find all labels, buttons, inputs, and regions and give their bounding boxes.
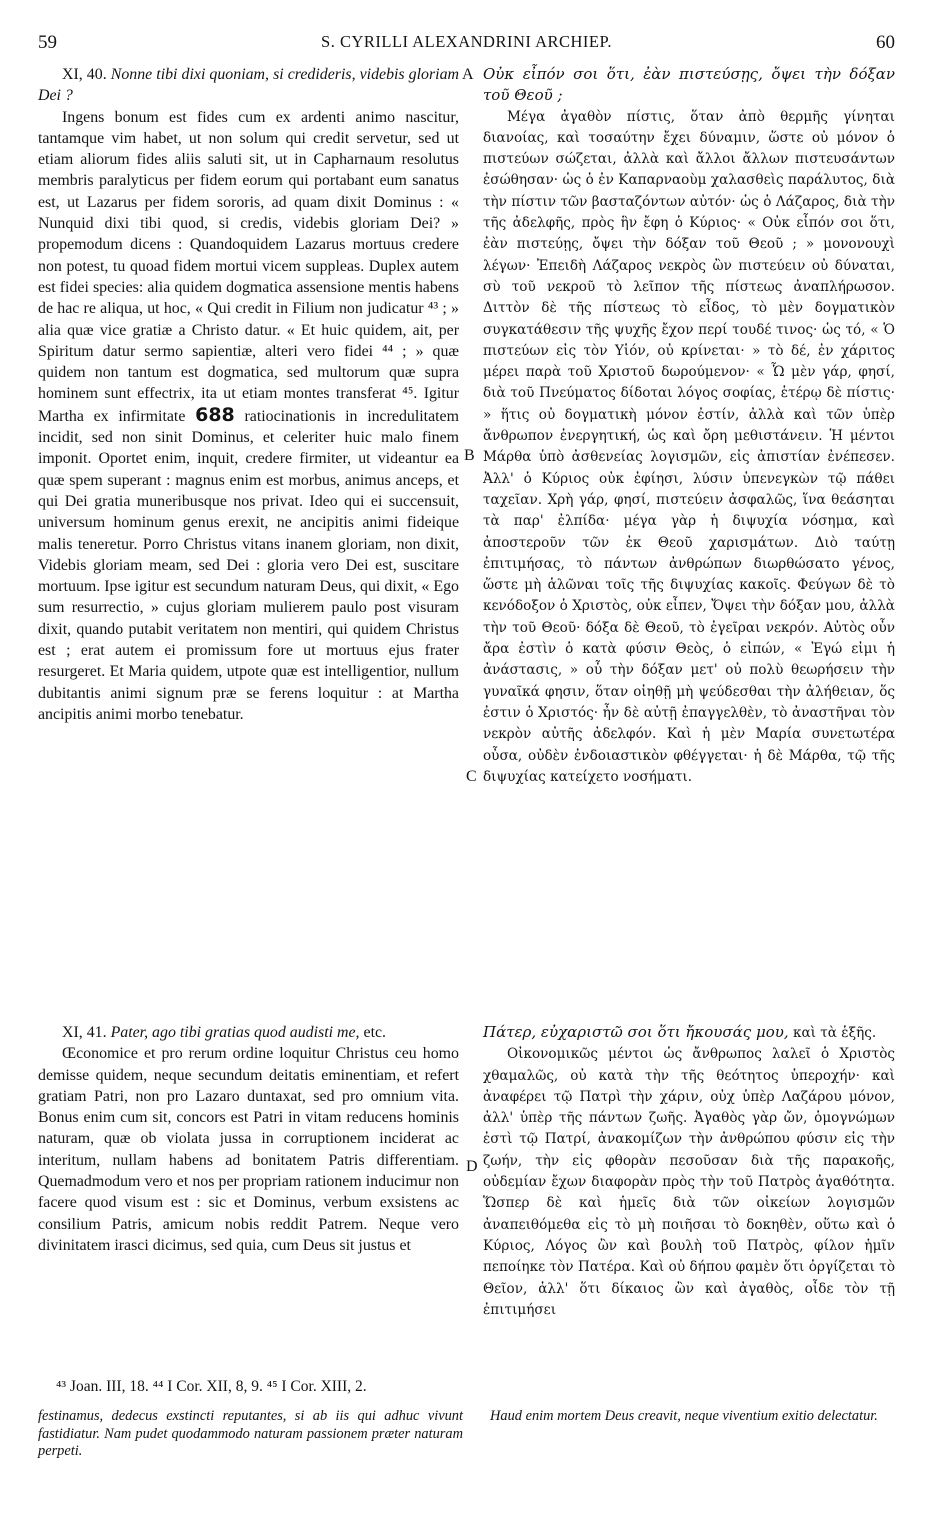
latin-lemma-xi-41: XI, 41. Pater, ago tibi gratias quod audisti me, etc. [62,1024,387,1041]
greek-column [483,64,895,788]
margin-marker-a: A [462,66,474,83]
latin-paragraph-1: Ingens bonum est fides cum ex ardenti animo nascitur, tantamque vim habet, ut non solum qui credit servetur, sed ut etiam aliorum fides aliis saluti sit, ut in Capharnaum resolutus membris paralyticus per fidem eorum qui portabant eum sanatus est, ut Lazarus per fidem sororis, ad quam dixit Dominus : « Nunquid dixi tibi quod, si credis, videbis gloriam Dei? » propemodum dicens : Quandoquidem Lazarus mortuus credere non potest, tu quoad fidem mortui vicem suppleas. Duplex autem est fidei species: alia quidem dogmatica assensione mentis habens de hac re aliqua, ut hoc, « Qui credit in Filium non judicatur ⁴³ ; » alia quæ vice gratiæ a Christo datur. « Et huic quidem, ait, per Spiritum datur sermo sapientiæ, alteri vero fidei ⁴⁴ ; » quæ quidem non tantum est dogmatica, sed multorum quæ supra hominem sunt effectrix, ita ut etiam montes transferat ⁴⁵. Igitur Martha ex infirmitate 688 ratiocinationis in incredulitatem incidit, sed non sinit Dominus, et celeriter huic malo finem imponit. Oportet enim, inquit, credere firmiter, ut videantur ea quæ spem superant : magnus enim est morbus, animus anceps, et qui Dei gratia muneribusque nos privat. Ideo qui ei succensuit, universum hominum genus erexit, ne ancipitis animi fideique malis teneretur. Porro Christus vitans inanem gloriam, non dixit, Videbis gloriam meam, sed Dei : gloria vero Dei est, suscitare mortuum. Ipse igitur est secundum naturam Deus, qui dixit, « Ego sum resurrectio, » cujus gloriam mulierem paulo post visuram dixit, quando putabit veritatem non mentiri, qui quidem Christus est ; erat autem ei promissum fore ut mortuus ejus frater resurgeret. Et Maria quidem, utpote quæ est intelligentior, nullum dubitantis animi signum præ se ferens loquitur : at Martha ancipitis animi morbo tenebatur. [38,108,459,723]
latin-column [38,64,459,725]
greek-paragraph-1: Μέγα ἀγαθὸν πίστις, ὅταν ἀπὸ θερμῆς γίνηται διανοίας, καὶ τοσαύτην ἔχει δύναμιν, ὥστε οὐ μόνον ὁ πιστεύων σώζεται, ἀλλὰ καὶ ἄλλοι ἄλλων πιστευσάντων ἐσώθησαν· ὡς ὁ ἐν Καπαρναοὺμ χαλασθεὶς παράλυτος, διὰ τὴν πίστιν τῶν βασταζόντων αὐτόν· ὡς ὁ Λάζαρος, διὰ τὴν τῆς ἀδελφῆς, πρὸς ἣν ἔφη ὁ Κύριος· « Οὐκ εἶπόν σοι ὅτι, ἐὰν πιστεύῃς, ὄψει τὴν δόξαν τοῦ Θεοῦ ; » μονονουχὶ λέγων· Ἐπειδὴ Λάζαρος νεκρὸς ὢν πιστεύειν οὐ δύναται, σὺ τοῦ νεκροῦ τὸ λεῖπον τῆς πίστεως ἀναπλήρωσον. Διττὸν δὲ τῆς πίστεως τὸ εἶδος, τὸ μὲν δογματικὸν συγκατάθεσιν τῆς ψυχῆς ἔχον περί τουδέ τινος· ὡς τό, « Ὁ πιστεύων εἰς τὸν Υἱόν, οὐ κρίνεται· » τὸ δέ, ἐν χάριτος μέρει παρὰ τοῦ Χριστοῦ δωρούμενον· « Ὧ μὲν γάρ, φησί, διὰ τοῦ Πνεύματος δίδοται λόγος σοφίας, ἑτέρῳ δὲ πίστις· » ἥτις οὐ δογματικὴ μόνον ἐστίν, ἀλλὰ καὶ τῶν ὑπὲρ ἄνθρωπον ἐνεργητική, ὡς καὶ ὄρη μεθιστάνειν. Ἡ μέντοι Μάρθα ὑπὸ ἀσθενείας λογισμῶν, εἰς ἀπιστίαν ἐνέπεσεν. Ἀλλ' ὁ Κύριος οὐκ ἐφίησι, λύσιν ὑπενεγκὼν τῷ πάθει ταχεῖαν. Χρὴ γάρ, φησί, πιστεύειν ἀσφαλῶς, ἵνα θεάσηται τὰ παρ' ἐλπίδα· μέγα γὰρ ἡ διψυχία νόσημα, καὶ ἀποστεροῦν τῶν ἐκ Θεοῦ χαρισμάτων. Διὸ ταύτῃ ἐπιτιμήσας, τὸ πάντων ἀνθρώπων διωρθώσατο γένος, ὥστε μὴ ἁλῶναι τοῖς τῆς διψυχίας κακοῖς. Φεύγων δὲ τὸ κενόδοξον ὁ Χριστὸς, οὐκ εἶπεν, Ὄψει τὴν δόξαν μου, ἀλλὰ τὴν τοῦ Θεοῦ· δόξα δὲ Θεοῦ, τὸ ἐγεῖραι νεκρόν. Αὐτὸς οὖν ἄρα ἐστὶν ὁ κατὰ φύσιν Θεὸς, ὁ εἰπών, « Ἐγώ εἰμι ἡ ἀνάστασις, » οὗ τὴν δόξαν μετ' οὐ πολὺ θεωρήσειν τὴν γυναῖκά φησιν, ὅταν οἰηθῇ μὴ ψεύδεσθαι τὴν ἀλήθειαν, ὅς ἐστιν ὁ Χριστός· ἦν δὲ αὐτῇ ἐπαγγελθὲν, τὸ ἀναστῆναι τὸν νεκρὸν αὐτῆς ἀδελφόν. Καὶ ἡ μὲν Μαρία συνετωτέρα οὖσα, οὐδὲν ἐνδοιαστικὸν φθέγγεται· ἡ δὲ Μάρθα, τῷ τῆς διψυχίας κατείχετο νοσήματι. [483,108,895,785]
greek-lemma-xi-41: Πάτερ, εὐχαριστῶ σοι ὅτι ἤκουσάς μου, καὶ τὰ ἑξῆς. [483,1023,877,1041]
latin-lemma-xi-40: XI, 40. Nonne tibi dixi quoniam, si credideris, videbis gloriam Dei ? [38,66,459,105]
page-number-left: 59 [38,32,57,53]
margin-marker-c: C [466,768,477,785]
running-title: S. CYRILLI ALEXANDRINI ARCHIEP. [321,32,612,51]
page-number-right: 60 [876,32,895,53]
margin-marker-b: B [464,447,475,464]
continuation-fragment-left: festinamus, dedecus exstincti reputantes, si ab iis qui adhuc vivunt fastidiatur. Nam pudet quodammodo naturam passionem præter naturam perpeti. [38,1408,463,1459]
greek-paragraph-2: Οἰκονομικῶς μέντοι ὡς ἄνθρωπος λαλεῖ ὁ Χριστὸς χθαμαλῶς, οὐ κατὰ τὴν τῆς θεότητος ὑπεροχήν· καὶ ἀναφέρει τῷ Πατρὶ τὴν χάριν, οὐχ ὑπὲρ Λαζάρου μόνον, ἀλλ' ὑπὲρ τῆς πάντων ζωῆς. Ἀγαθὸς γὰρ ὤν, ὁμογνώμων ἐστὶ τῷ Πατρί, ἀνακομίζων τὴν ἀνθρώπου φύσιν εἰς τὴν ζωήν, τὴν εἰς φθορὰν πεσοῦσαν διὰ τῆς παρακοῆς, οὐδεμίαν ἔχων διαφορὰν πρὸς τὴν τοῦ Πατρὸς ἀγαθότητα. Ὥσπερ δὲ καὶ ἡμεῖς διὰ τῶν οἰκείων λογισμῶν ἀναπειθόμεθα εἰς τὸ μὴ ποιῆσαι τὸ δοκηθὲν, οὕτω καὶ ὁ Κύριος, Λόγος ὢν καὶ βουλὴ τοῦ Πατρὸς, φίλον ἡμῖν πεποίηκε τὸν Πατέρα. Καὶ οὐ δήπου φαμὲν ὅτι ὀργίζεται τὸ Θεῖον, ἀλλ' ὅτι δίκαιος ὢν καὶ ἀγαθὸς, οἶδε τὸν τῇ ἐπιτιμήσει [483,1046,895,1318]
footnotes: ⁴³ Joan. III, 18. ⁴⁴ I Cor. XII, 8, 9. ⁴⁵ I Cor. XIII, 2. [56,1378,367,1395]
page-header [38,32,895,56]
latin-paragraph-2: Œconomice et pro rerum ordine loquitur Christus ceu homo demisse quidem, neque secundum deitatis eminentiam, et refert gratiam Patri, non pro Lazaro duntaxat, sed pro omnium vita. Bonus enim cum sit, concors est Patri in vitam reducens hominis naturam, quæ ob violata jussa in corruptionem inciderat ac interitum, nullam habens ad bonitatem Patris differentiam. Quemadmodum vero et nos per propriam rationem inducimur non facere quod visum est : sic et Dominus, verbum exsistens ac consilium Patris, amicum nobis reddit Patrem. Neque vero divinitatem irasci dicimus, sed quia, cum Deus sit justus et [38,1045,459,1254]
greek-lemma-xi-40: Οὐκ εἶπόν σοι ὅτι, ἐὰν πιστεύσῃς, ὄψει τὴν δόξαν τοῦ Θεοῦ ; [483,65,895,105]
margin-marker-d: D [466,1158,478,1175]
latin-column-section-2 [38,1022,459,1256]
column-number: 688 [195,403,235,426]
greek-column-section-2 [483,1022,895,1321]
continuation-fragment-right: Haud enim mortem Deus creavit, neque viventium exitio delectatur. [490,1408,878,1424]
